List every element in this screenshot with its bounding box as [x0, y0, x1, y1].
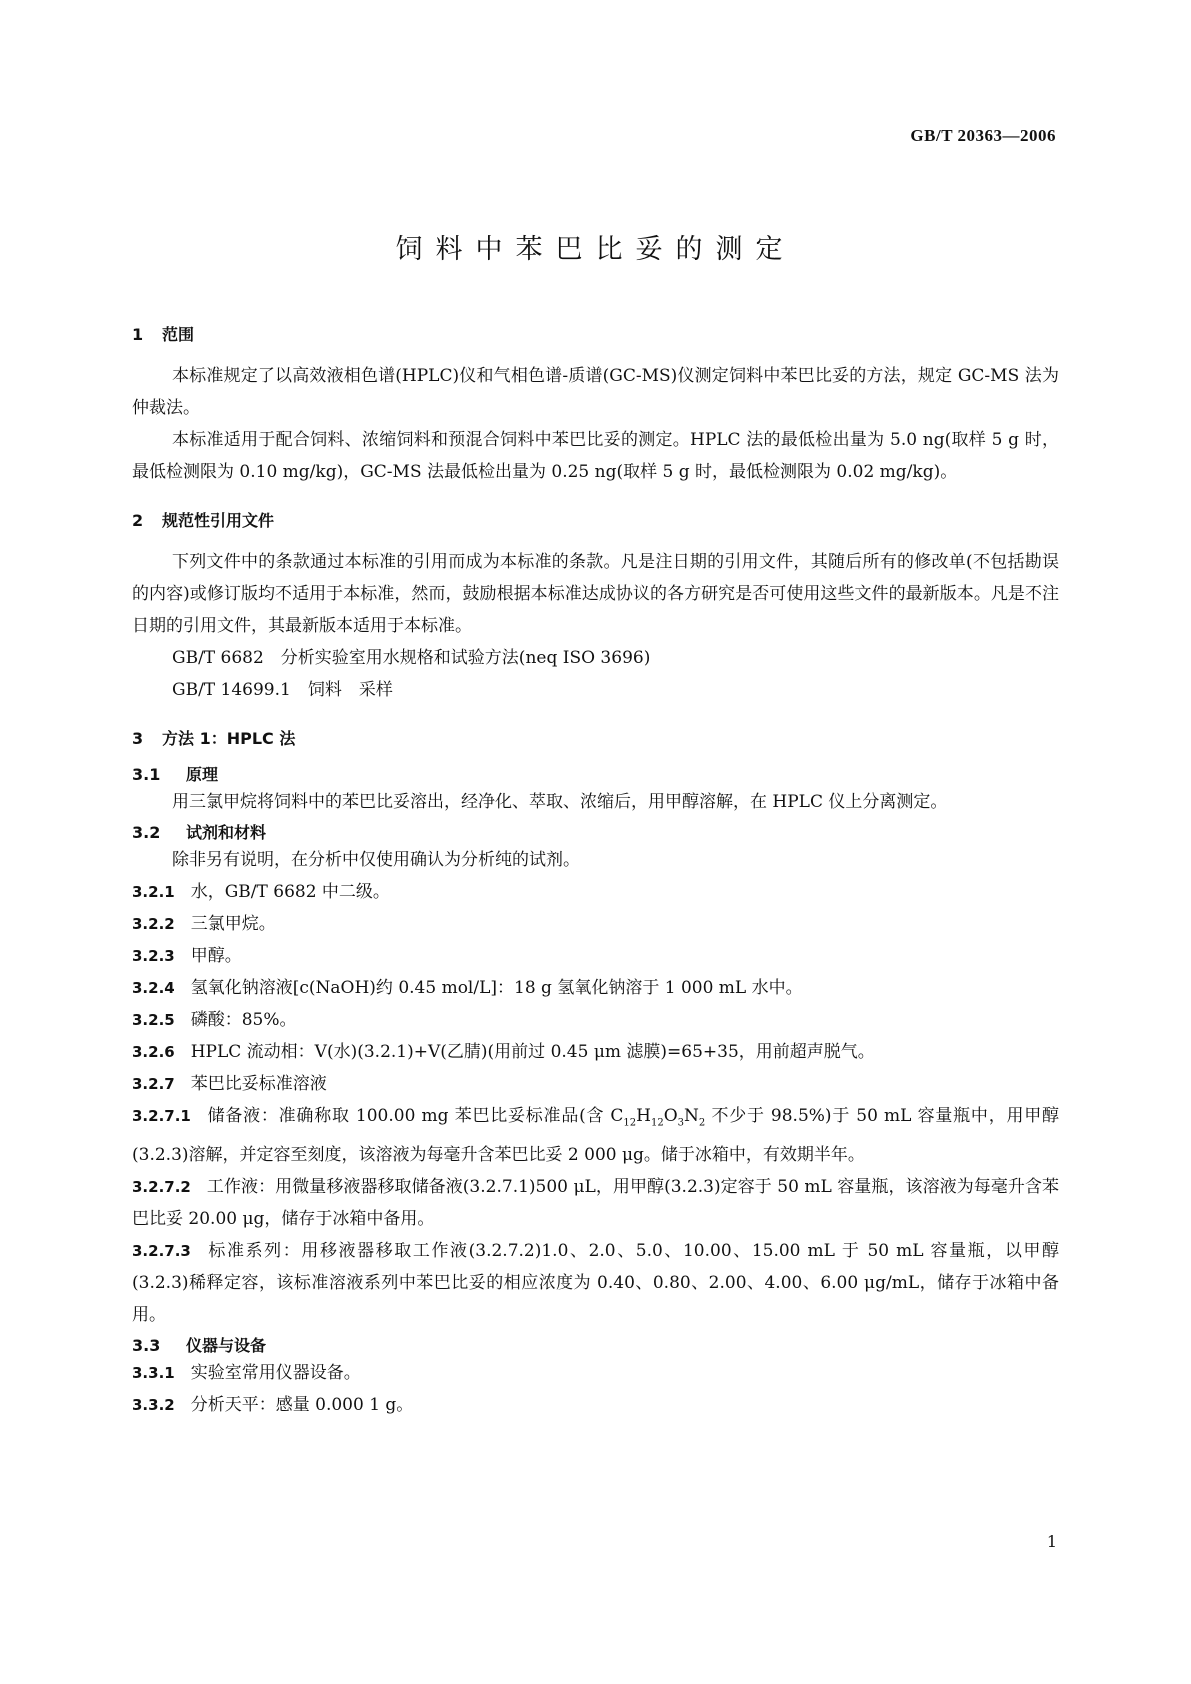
clause-text: 工作液：用微量移液器移取储备液(3.2.7.1)500 μL，用甲醇(3.2.3)定容于 50 mL 容量瓶，该溶液为每毫升含苯巴比妥 20.00 μg，储存于冰箱中备用。	[132, 1177, 1059, 1230]
clause-text: 分析天平：感量 0.000 1 g。	[190, 1395, 414, 1416]
clause-item	[132, 876, 1059, 908]
reference-item: GB/T 14699.1 饲料 采样	[172, 680, 393, 700]
formula-subscript: 12	[650, 1117, 664, 1129]
subsection-title: 仪器与设备	[186, 1336, 267, 1356]
clause-item-stock-solution	[132, 1100, 1059, 1171]
clause-number: 3.2.1	[132, 883, 175, 901]
clause-item-standard-series	[132, 1235, 1059, 1331]
clause-item-working-solution	[132, 1171, 1059, 1235]
page-number: 1	[1046, 1532, 1057, 1551]
document-title: 饲料中苯巴比妥的测定	[395, 234, 796, 265]
clause-number: 3.2.6	[132, 1043, 175, 1061]
subsection-heading-reagents	[132, 822, 1059, 844]
clause-text: 氢氧化钠溶液[c(NaOH)约 0.45 mol/L]：18 g 氢氧化钠溶于 1 000 mL 水中。	[190, 978, 803, 998]
clause-item	[132, 972, 1059, 1004]
subsection-title: 试剂和材料	[186, 823, 267, 842]
section-number: 2	[132, 511, 144, 530]
subsection-number: 3.3	[132, 1336, 161, 1356]
clause-number: 3.2.7.2	[132, 1178, 191, 1197]
paragraph: 除非另有说明，在分析中仅使用确认为分析纯的试剂。	[172, 850, 580, 870]
section-heading-scope	[132, 324, 1059, 346]
clause-item	[132, 1036, 1059, 1068]
clause-text: 储备液：准确称取 100.00 mg 苯巴比妥标准品(含 C	[206, 1106, 624, 1126]
clause-item	[132, 1004, 1059, 1036]
clause-number: 3.3.1	[132, 1364, 175, 1383]
formula-subscript: 12	[623, 1117, 637, 1129]
clause-text: 苯巴比妥标准溶液	[190, 1074, 327, 1094]
subsection-title: 原理	[186, 765, 219, 784]
clause-text: HPLC 流动相：V(水)(3.2.1)+V(乙腈)(用前过 0.45 μm 滤膜)=65+35，用前超声脱气。	[190, 1042, 875, 1062]
subsection-number: 3.2	[132, 823, 161, 842]
paragraph: 用三氯甲烷将饲料中的苯巴比妥溶出，经净化、萃取、浓缩后，用甲醇溶解，在 HPLC 仪上分离测定。	[172, 792, 948, 812]
clause-item	[132, 1389, 1059, 1421]
clause-number: 3.2.5	[132, 1011, 175, 1029]
clause-number: 3.2.2	[132, 915, 175, 933]
clause-item	[132, 940, 1059, 972]
paragraph: 本标准规定了以高效液相色谱(HPLC)仪和气相色谱-质谱(GC-MS)仪测定饲料中苯巴比妥的方法，规定 GC-MS 法为仲裁法。	[132, 366, 1059, 418]
formula-element: N	[684, 1106, 699, 1126]
section-number: 1	[132, 325, 144, 344]
section-title: 范围	[162, 325, 195, 344]
formula-subscript: 3	[677, 1117, 685, 1129]
formula-element: O	[663, 1106, 678, 1126]
subsection-heading-apparatus	[132, 1335, 1059, 1357]
subsection-number: 3.1	[132, 765, 161, 784]
clause-text: 不少于 98.5%)于 50 mL 容量瓶中，用甲醇(3.2.3)溶解，并定容至刻度，该溶液为每毫升含苯巴比妥 2 000 μg。储于冰箱中，有效期半年。	[132, 1106, 1059, 1166]
section-heading-normative-references	[132, 510, 1059, 532]
clause-item	[132, 1068, 1059, 1100]
clause-number: 3.2.3	[132, 947, 175, 965]
clause-item	[132, 908, 1059, 940]
reference-item: GB/T 6682 分析实验室用水规格和试验方法(neq ISO 3696)	[172, 648, 651, 668]
subsection-heading-principle	[132, 764, 1059, 786]
clause-number: 3.2.7.3	[132, 1242, 191, 1261]
clause-number: 3.3.2	[132, 1396, 175, 1415]
clause-number: 3.2.7.1	[132, 1107, 191, 1125]
clause-number: 3.2.4	[132, 979, 175, 997]
section-title: 规范性引用文件	[162, 511, 275, 530]
standard-code: GB/T 20363—2006	[910, 126, 1056, 145]
clause-number: 3.2.7	[132, 1075, 175, 1093]
section-number: 3	[132, 729, 144, 748]
clause-text: 三氯甲烷。	[190, 914, 276, 934]
clause-text: 标准系列：用移液器移取工作液(3.2.7.2)1.0、2.0、5.0、10.00、15.00 mL 于 50 mL 容量瓶，以甲醇(3.2.3)稀释定容，该标准溶液系列中苯巴比妥的相应浓度为 0.40、0.80、2.00、4.00、6.00 μg/mL，储存于冰箱中备用。	[132, 1241, 1059, 1326]
clause-text: 磷酸：85%。	[190, 1010, 297, 1030]
document-body	[132, 324, 1059, 1421]
section-title: 方法 1：HPLC 法	[162, 729, 296, 748]
clause-item	[132, 1357, 1059, 1389]
section-heading-method-hplc	[132, 728, 1059, 750]
clause-text: 水，GB/T 6682 中二级。	[190, 882, 390, 902]
paragraph: 本标准适用于配合饲料、浓缩饲料和预混合饲料中苯巴比妥的测定。HPLC 法的最低检出量为 5.0 ng(取样 5 g 时，最低检测限为 0.10 mg/kg)，GC-MS 法最低检出量为 0.25 ng(取样 5 g 时，最低检测限为 0.02 mg/kg)。	[132, 430, 1059, 482]
formula-subscript: 2	[698, 1117, 706, 1129]
clause-text: 甲醇。	[190, 946, 242, 966]
formula-element: H	[636, 1106, 651, 1126]
clause-text: 实验室常用仪器设备。	[190, 1363, 361, 1384]
paragraph: 下列文件中的条款通过本标准的引用而成为本标准的条款。凡是注日期的引用文件，其随后所有的修改单(不包括勘误的内容)或修订版均不适用于本标准，然而，鼓励根据本标准达成协议的各方研究是否可使用这些文件的最新版本。凡是不注日期的引用文件，其最新版本适用于本标准。	[132, 552, 1059, 636]
